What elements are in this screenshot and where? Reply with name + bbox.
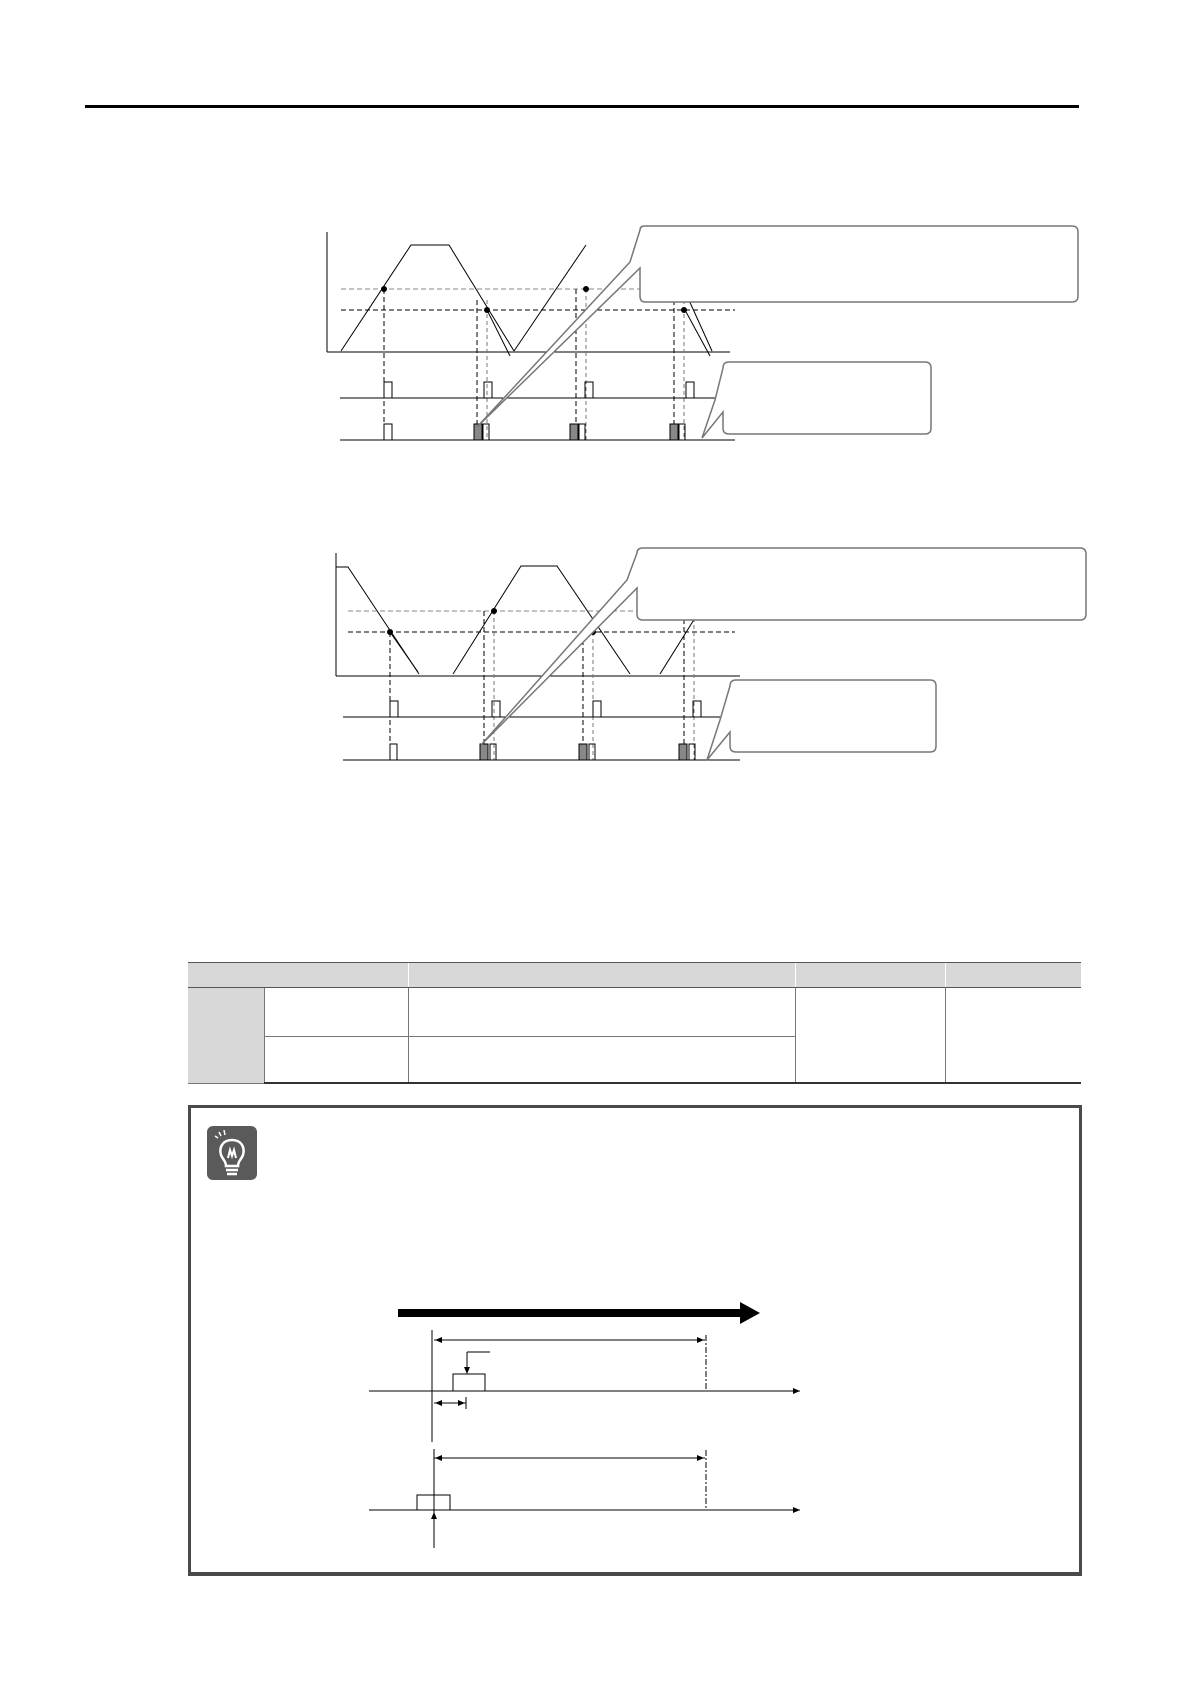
table-header [188,963,408,988]
table-header-row [188,963,1081,988]
table-cell [264,988,408,1037]
table-header [945,963,1081,988]
table-row [188,988,1081,1037]
table-header [408,963,795,988]
parameter-table [188,962,1081,1084]
table-cell [795,988,945,1084]
table-header [795,963,945,988]
table-cell [945,988,1081,1084]
timing-diagram-top [320,220,1080,450]
table-cell [408,988,795,1037]
table-group-cell [188,988,264,1084]
timing-diagram-bottom [330,540,1090,770]
header-rule [85,105,1079,108]
lightbulb-icon [207,1126,257,1180]
timing-diagram-info [360,1290,820,1550]
table-cell [264,1037,408,1084]
table-cell [408,1037,795,1084]
